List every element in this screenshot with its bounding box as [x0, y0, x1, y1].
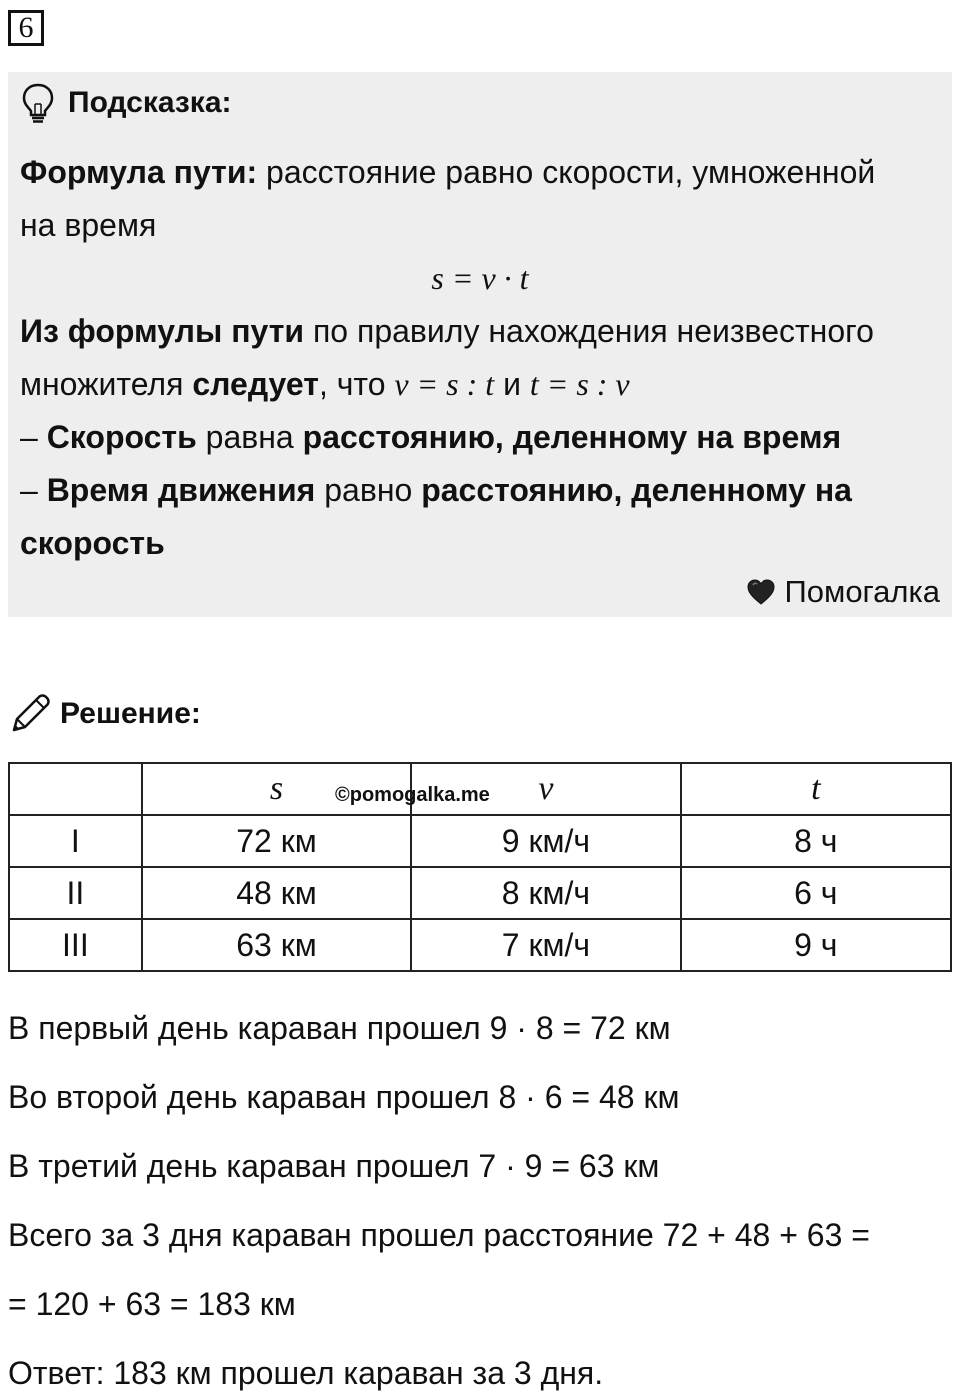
speed-rule-verb: равна — [196, 419, 303, 455]
formula-definition-cont: на время — [20, 207, 157, 243]
table-cell: 9 ч — [681, 919, 951, 971]
solution-title: Решение: — [60, 697, 201, 730]
table-cell: 6 ч — [681, 867, 951, 919]
brand-signature — [746, 574, 940, 610]
time-term: Время движения — [46, 472, 316, 508]
time-rule-cont: скорость — [20, 525, 165, 561]
hint-line-7 — [20, 517, 165, 570]
table-cell: 48 км — [142, 867, 411, 919]
table-header-time: t — [681, 763, 951, 815]
table-header-distance: s — [142, 763, 411, 815]
hint-line-1 — [20, 146, 875, 199]
time-rule-verb: равно — [315, 472, 422, 508]
table-cell: 8 ч — [681, 815, 951, 867]
hint-line-5 — [20, 411, 841, 464]
bullet-dash: – — [20, 419, 47, 455]
speed-formula: v = s : t — [394, 366, 495, 402]
derivation-term: Из формулы пути — [20, 313, 305, 349]
table-header-speed: v — [411, 763, 680, 815]
formula-term: Формула пути: — [20, 154, 258, 190]
table-header-cell — [9, 763, 142, 815]
hint-header — [20, 82, 232, 124]
hint-line-6 — [20, 464, 852, 517]
hint-line-2 — [20, 199, 156, 252]
table-cell: III — [9, 919, 142, 971]
answer-line: Ответ: 183 км прошел караван за 3 дня. — [8, 1355, 604, 1391]
watermark: ©pomogalka.me — [335, 784, 490, 806]
table-row — [9, 867, 951, 919]
task-number: 6 — [8, 10, 44, 46]
table-cell: 63 км — [142, 919, 411, 971]
solution-line-day3: В третий день караван прошел 7 · 9 = 63 км — [8, 1148, 660, 1184]
distance-formula: s = v · t — [431, 260, 529, 296]
derivation-connector: , что — [318, 366, 395, 402]
hint-title: Подсказка: — [68, 86, 232, 119]
table-cell: II — [9, 867, 142, 919]
derivation-text-cont: множителя — [20, 366, 193, 402]
derivation-and: и — [494, 366, 530, 402]
table-cell: 9 км/ч — [411, 815, 680, 867]
table-cell: I — [9, 815, 142, 867]
hint-box — [8, 72, 952, 617]
solution-line-day1: В первый день караван прошел 9 · 8 = 72 км — [8, 1010, 671, 1046]
time-rule: расстоянию, деленному на — [421, 472, 852, 508]
table-row — [9, 919, 951, 971]
solution-line-total: Всего за 3 дня караван прошел расстояние 72 + 48 + 63 = — [8, 1217, 870, 1253]
table-cell: 72 км — [142, 815, 411, 867]
pencil-icon — [8, 692, 52, 736]
solution-line-total-cont: = 120 + 63 = 183 км — [8, 1286, 296, 1322]
brand-name: Помогалка — [784, 574, 940, 609]
formula-definition: расстояние равно скорости, умноженной — [257, 154, 876, 190]
speed-term: Скорость — [46, 419, 197, 455]
heart-icon — [746, 578, 776, 606]
derivation-text: по правилу нахождения неизвестного — [304, 313, 874, 349]
bullet-dash: – — [20, 472, 47, 508]
speed-rule: расстоянию, деленному на время — [302, 419, 842, 455]
hint-line-3 — [20, 305, 874, 358]
table-cell: 7 км/ч — [411, 919, 680, 971]
lightbulb-icon — [20, 82, 56, 124]
table-cell: 8 км/ч — [411, 867, 680, 919]
hint-line-4 — [20, 358, 630, 411]
derivation-keyword: следует — [192, 366, 319, 402]
time-formula: t = s : v — [529, 366, 630, 402]
table-row — [9, 815, 951, 867]
solution-line-day2: Во второй день караван прошел 8 · 6 = 48 км — [8, 1079, 680, 1115]
solution-header — [8, 692, 201, 736]
